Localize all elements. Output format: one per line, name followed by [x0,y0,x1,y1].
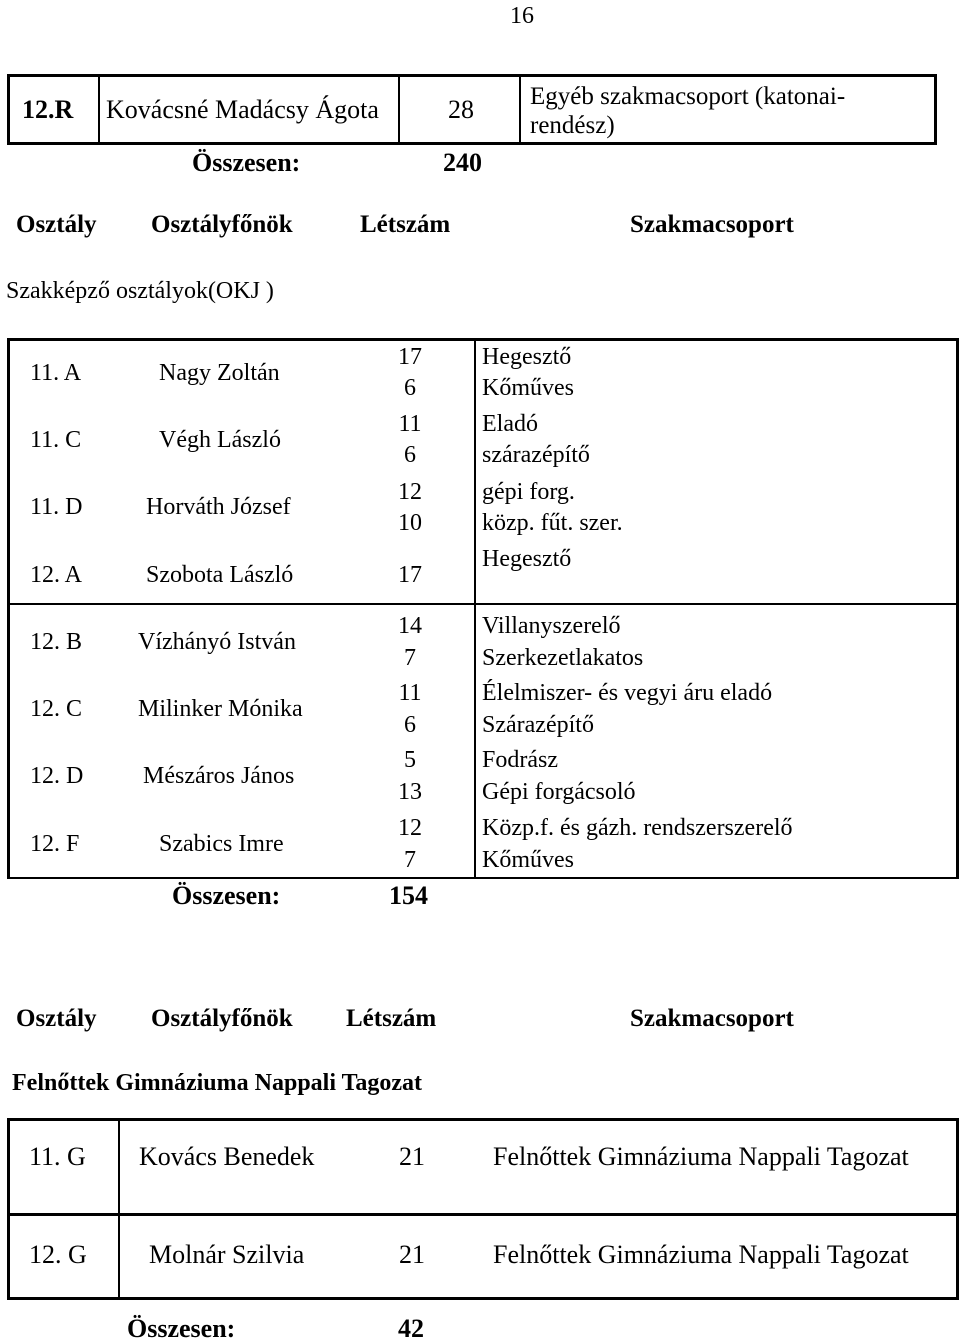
header-szakmacsoport: Szakmacsoport [630,1005,794,1032]
row-szak-1: Villanyszerelő [482,613,621,639]
row-letszam: 21 [399,1240,425,1269]
row-letszam-1: 14 [398,613,422,639]
row-letszam-2: 13 [398,779,422,805]
row-szak: Felnőttek Gimnáziuma Nappali Tagozat [493,1240,909,1269]
row-osztaly: 11. C [30,427,82,453]
row-fonok: Végh László [159,427,281,453]
row-letszam-2: 6 [404,712,416,738]
row-letszam: 21 [399,1142,425,1171]
row-fonok: Vízhányó István [138,629,296,655]
row-szak-1: Hegesztő [482,546,572,572]
row-szak-1: Fodrász [482,747,558,773]
row-szak-1: Eladó [482,411,538,437]
header-osztalyfonok: Osztályfőnök [151,211,293,238]
row-letszam-2: 6 [404,375,416,401]
row-szak-1: Közp.f. és gázh. rendszerszerelő [482,815,793,841]
row-letszam-1: 17 [398,344,422,370]
row-szak-2: Kőműves [482,375,574,401]
row-12r-szak-line2: rendész) [530,112,615,139]
row-osztaly: 12. C [30,696,83,722]
row-letszam-2: 6 [404,442,416,468]
row-12r-fonok: Kovácsné Madácsy Ágota [106,95,379,124]
header-osztaly: Osztály [16,1005,97,1032]
row-osztaly: 11. D [30,494,83,520]
row-letszam-2: 7 [404,847,416,873]
header-letszam: Létszám [346,1005,437,1032]
row-letszam-1: 5 [404,747,416,773]
row-letszam-2: 10 [398,510,422,536]
row-osztaly: 12. D [30,763,84,789]
row-12r-szak-line1: Egyéb szakmacsoport (katonai- [530,83,846,110]
top-total-label: Összesen: [192,148,301,177]
row-fonok: Horváth József [146,494,291,520]
top-total-value: 240 [443,148,482,177]
row-fonok: Milinker Mónika [138,696,303,722]
row-szak-1: Élelmiszer- és vegyi áru eladó [482,680,773,706]
row-letszam-1: 12 [398,815,422,841]
header-osztaly: Osztály [16,211,97,238]
row-letszam-1: 12 [398,479,422,505]
row-12r-osztaly: 12.R [22,95,74,124]
row-fonok: Szobota László [146,562,294,588]
okj-total-value: 154 [389,881,428,910]
row-szak-2: Szerkezetlakatos [482,645,644,671]
felnott-total-label: Összesen: [127,1314,236,1343]
row-12r-letszam: 28 [448,95,474,124]
row-szak-2: szárazépítő [482,442,590,468]
row-fonok: Szabics Imre [159,831,284,857]
header-osztalyfonok: Osztályfőnök [151,1005,293,1032]
row-szak: Felnőttek Gimnáziuma Nappali Tagozat [493,1142,909,1171]
row-letszam-1: 11 [398,411,422,437]
row-szak-2: Gépi forgácsoló [482,779,636,805]
row-osztaly: 12. B [30,629,83,655]
row-osztaly: 11. A [30,360,82,386]
row-fonok: Molnár Szilvia [149,1240,305,1269]
row-letszam-1: 17 [398,562,422,588]
row-osztaly: 11. G [29,1142,86,1171]
header-szakmacsoport: Szakmacsoport [630,211,794,238]
row-letszam-2: 7 [404,645,416,671]
row-szak-1: gépi forg. [482,479,575,505]
row-szak-2: Szárazépítő [482,712,594,738]
okj-total-label: Összesen: [172,881,281,910]
row-szak-2: Kőműves [482,847,574,873]
row-fonok: Nagy Zoltán [159,360,280,386]
row-fonok: Mészáros János [143,763,295,789]
row-osztaly: 12. F [30,831,80,857]
page-number: 16 [510,3,534,29]
row-osztaly: 12. G [29,1240,87,1269]
header-letszam: Létszám [360,211,451,238]
row-szak-2: közp. fűt. szer. [482,510,623,536]
section-title-okj: Szakképző osztályok(OKJ ) [6,278,274,304]
row-fonok: Kovács Benedek [139,1142,315,1171]
row-osztaly: 12. A [30,562,83,588]
row-szak-1: Hegesztő [482,344,572,370]
row-letszam-1: 11 [398,680,422,706]
section-title-felnott: Felnőttek Gimnáziuma Nappali Tagozat [12,1070,423,1096]
felnott-total-value: 42 [398,1314,424,1343]
